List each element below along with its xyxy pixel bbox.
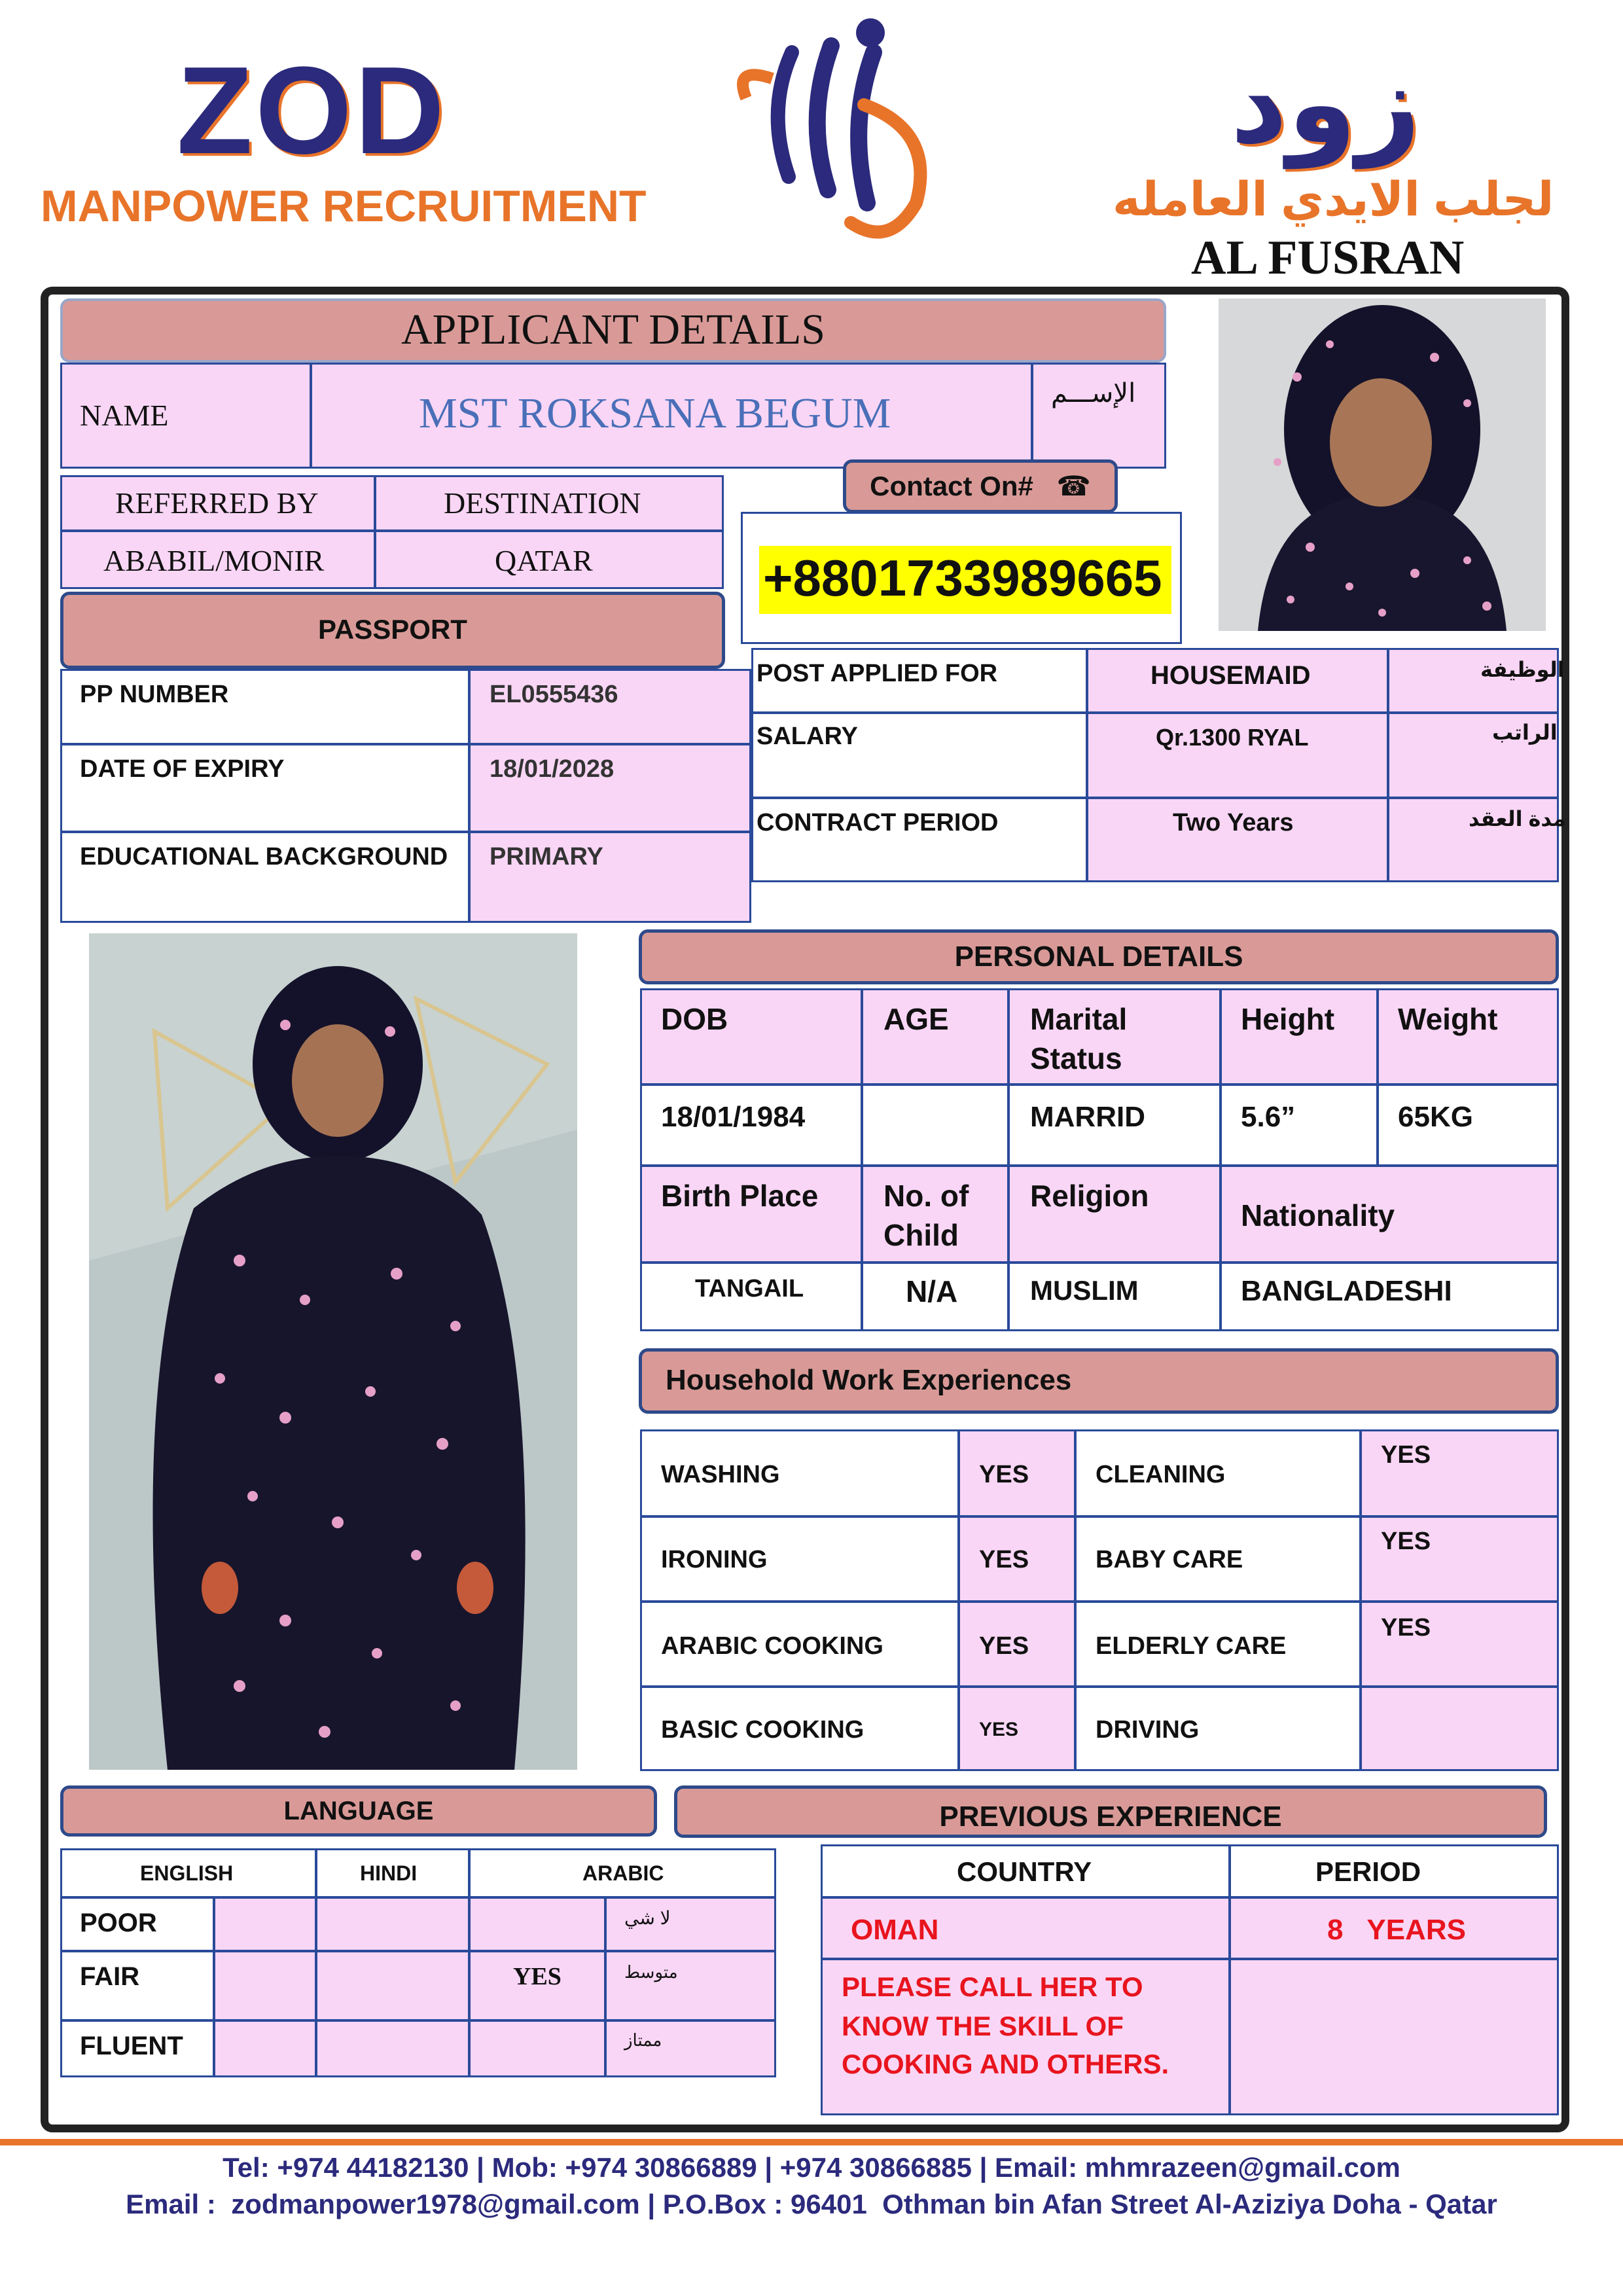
applicant-full-photo — [89, 933, 577, 1770]
height-value: 5.6” — [1241, 1101, 1296, 1133]
previous-period-label: PERIOD — [1315, 1856, 1421, 1887]
language-level-poor: POOR — [80, 1909, 157, 1937]
salary-value: Qr.1300 RYAL — [1156, 724, 1309, 751]
household-skill-arabic-cooking: ARABIC COOKING — [661, 1632, 883, 1660]
footer-rule — [0, 2139, 1623, 2145]
age-value-cell — [861, 1084, 1009, 1166]
language-cell-hindi-poor — [315, 1897, 470, 1952]
contact-phone-number[interactable]: +8801733989665 — [763, 549, 1162, 607]
destination-label: DESTINATION — [444, 486, 641, 520]
post-value: HOUSEMAID — [1150, 661, 1311, 690]
household-title: Household Work Experiences — [666, 1364, 1072, 1396]
applicant-portrait-photo — [1219, 298, 1546, 631]
household-value-elderly-care: YES — [1381, 1614, 1431, 1641]
height-label: Height — [1241, 1002, 1335, 1036]
footer-contact-line: Tel: +974 44182130 | Mob: +974 30866889 | +974 30866885 | Email: mhmrazeen@gmail.com — [223, 2152, 1400, 2183]
household-skill-elderly-care: ELDERLY CARE — [1096, 1632, 1287, 1660]
referred-by-value: ABABIL/MONIR — [103, 544, 325, 577]
birthplace-label: Birth Place — [661, 1179, 819, 1213]
personal-details-header — [639, 929, 1559, 984]
language-cell-english-poor — [213, 1897, 317, 1952]
religion-value: MUSLIM — [1030, 1275, 1139, 1306]
applicant-details-title: APPLICANT DETAILS — [401, 306, 825, 353]
household-value-arabic-cooking: YES — [979, 1632, 1029, 1660]
marital-value: MARRID — [1030, 1101, 1145, 1133]
referred-by-label: REFERRED BY — [115, 486, 319, 520]
children-label-line1: No. of — [883, 1179, 969, 1213]
passport-title: PASSPORT — [318, 614, 467, 645]
marital-label-line1: Marital — [1030, 1002, 1128, 1036]
language-level-fair-ar: متوسط — [624, 1962, 678, 1982]
phone-icon: ☎ — [1056, 471, 1091, 501]
language-level-fair: FAIR — [80, 1962, 140, 1991]
post-label-ar: الوظيفة — [1480, 658, 1565, 681]
religion-label: Religion — [1030, 1179, 1149, 1213]
brand-name-ar-en: AL FUSRAN — [1191, 231, 1465, 285]
age-label: AGE — [883, 1002, 949, 1036]
household-value-cleaning: YES — [1381, 1441, 1431, 1469]
language-cell-hindi-fair — [315, 1950, 470, 2021]
household-value-cell — [1360, 1686, 1559, 1771]
expiry-value: 18/01/2028 — [490, 755, 615, 783]
language-cell-english-fluent — [213, 2020, 317, 2077]
salary-label-ar: الراتب — [1492, 721, 1558, 744]
household-value-baby-care: YES — [1381, 1528, 1431, 1555]
weight-label: Weight — [1398, 1002, 1498, 1036]
children-label-line2: Child — [883, 1218, 959, 1252]
name-label: NAME — [80, 399, 169, 432]
previous-note-line1: PLEASE CALL HER TO — [842, 1971, 1143, 2002]
brand-subtitle-ar: لجلب الايدي العامله — [1113, 173, 1554, 226]
marital-label-line2: Status — [1030, 1041, 1122, 1075]
language-title: LANGUAGE — [283, 1797, 434, 1825]
previous-note-period-cell — [1229, 1958, 1559, 2115]
previous-country-value: OMAN — [851, 1914, 939, 1946]
expiry-label: DATE OF EXPIRY — [80, 755, 285, 783]
language-cell-hindi-fluent — [315, 2020, 470, 2077]
language-level-ar-cell — [605, 1950, 776, 2021]
previous-experience-header — [674, 1785, 1547, 1838]
destination-value: QATAR — [495, 544, 593, 577]
contract-value: Two Years — [1173, 809, 1294, 836]
salary-label: SALARY — [757, 723, 858, 750]
post-label: POST APPLIED FOR — [757, 660, 998, 687]
household-skill-driving: DRIVING — [1096, 1716, 1200, 1744]
household-header — [639, 1348, 1559, 1414]
language-arabic-fair-value: YES — [513, 1963, 562, 1990]
contract-label: CONTRACT PERIOD — [757, 809, 999, 836]
previous-period-value: 8 YEARS — [1327, 1914, 1466, 1946]
brand-name-ar: زود — [1230, 42, 1421, 166]
household-skill-baby-care: BABY CARE — [1096, 1546, 1243, 1573]
language-header — [60, 1785, 657, 1837]
household-skill-ironing: IRONING — [661, 1546, 768, 1573]
language-cell-english-fair — [213, 1950, 317, 2021]
company-logo — [720, 7, 982, 249]
language-level-fluent: FLUENT — [80, 2032, 183, 2060]
contract-label-ar: مدة العقد — [1469, 807, 1566, 831]
education-value: PRIMARY — [490, 843, 603, 870]
brand-name-en: ZOD — [177, 41, 448, 180]
language-col-arabic: ARABIC — [582, 1861, 664, 1885]
previous-note-line3: COOKING AND OTHERS. — [842, 2049, 1169, 2079]
contact-label: Contact On# — [870, 471, 1033, 501]
language-level-fluent-ar: ممتاز — [624, 2030, 662, 2050]
previous-country-label: COUNTRY — [957, 1856, 1092, 1887]
pp-number-label: PP NUMBER — [80, 681, 229, 708]
applicant-details-header — [60, 298, 1166, 363]
previous-experience-title: PREVIOUS EXPERIENCE — [939, 1801, 1282, 1833]
pp-number-value: EL0555436 — [490, 681, 618, 708]
weight-value: 65KG — [1398, 1101, 1473, 1133]
language-level-poor-ar: لا شي — [624, 1908, 671, 1928]
language-cell-arabic-fluent — [469, 2020, 606, 2077]
nationality-label: Nationality — [1241, 1198, 1395, 1232]
birthplace-value: TANGAIL — [695, 1275, 804, 1302]
nationality-value: BANGLADESHI — [1241, 1275, 1452, 1307]
contact-label-box — [843, 459, 1118, 513]
household-skill-basic-cooking: BASIC COOKING — [661, 1716, 865, 1744]
household-value-basic-cooking: YES — [979, 1719, 1019, 1740]
children-value: N/A — [906, 1274, 958, 1308]
dob-value: 18/01/1984 — [661, 1101, 806, 1133]
dob-label: DOB — [661, 1002, 728, 1036]
household-skill-cleaning: CLEANING — [1096, 1461, 1226, 1488]
language-cell-arabic-poor — [469, 1897, 606, 1952]
previous-note-line2: KNOW THE SKILL OF — [842, 2011, 1124, 2041]
footer-address-line: Email : zodmanpower1978@gmail.com | P.O.Box : 96401 Othman bin Afan Street Al-Aziziya Doha - Qatar — [126, 2189, 1497, 2219]
household-value-washing: YES — [979, 1461, 1029, 1488]
education-label: EDUCATIONAL BACKGROUND — [80, 843, 448, 870]
language-col-english: ENGLISH — [140, 1861, 234, 1885]
personal-details-title: PERSONAL DETAILS — [954, 941, 1243, 973]
passport-header — [60, 592, 725, 669]
language-col-hindi: HINDI — [360, 1861, 418, 1885]
name-label-ar: الإســـم — [1051, 379, 1136, 408]
household-value-ironing: YES — [979, 1546, 1029, 1573]
household-skill-washing: WASHING — [661, 1461, 780, 1488]
brand-subtitle-en: MANPOWER RECRUITMENT — [41, 181, 647, 231]
applicant-name: MST ROKSANA BEGUM — [419, 389, 891, 437]
